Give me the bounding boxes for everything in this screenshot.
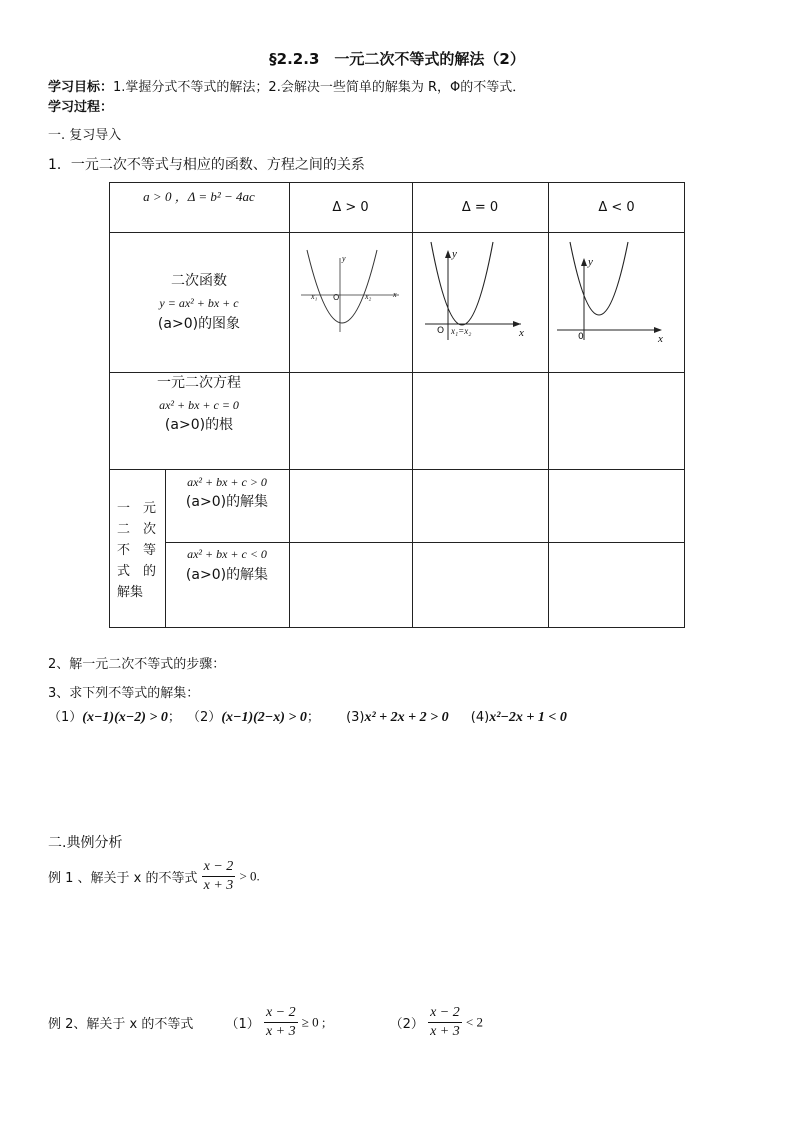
relation-table [109, 182, 685, 628]
header-delta-zero: Δ = 0 [461, 200, 499, 215]
item-2: 2、解一元二次不等式的步骤： [48, 657, 226, 672]
row-less-note: (a>0)的解集 [185, 567, 269, 583]
row-greater-formula: ax² + bx + c > 0 [187, 475, 267, 489]
row-equation-formula: ax² + bx + c = 0 [159, 398, 239, 412]
header-delta-positive: Δ > 0 [332, 200, 369, 215]
example-2b-fraction: $\frac{x - 2}{x + 3}$ [430, 1005, 460, 1039]
graph2-x-label: x [519, 327, 524, 339]
header-delta-negative: Δ < 0 [598, 200, 635, 215]
graph-delta-negative [557, 242, 662, 340]
learning-goal [48, 76, 525, 95]
item-1: 1．一元二次不等式与相应的函数、方程之间的关系 [48, 157, 365, 173]
graph1-x2-label: x₂ [365, 292, 372, 301]
example-2a-relation: ≥ 0 ; [301, 1014, 326, 1030]
process-label: 学习过程： [48, 100, 114, 115]
page-title: §2.2.3 一元二次不等式的解法（2） [269, 50, 525, 68]
example-1-label: 例 1 、解关于 x 的不等式 [48, 871, 198, 886]
row-equation-label: 一元二次方程 [157, 375, 241, 391]
inequality-group-label: 一 元 二 次 不 等 式 的 解集 [117, 501, 157, 600]
row-greater-note: (a>0)的解集 [185, 494, 269, 510]
header-condition: a > 0 ，Δ = b² − 4ac [143, 189, 255, 204]
row-less-formula: ax² + bx + c < 0 [187, 547, 267, 561]
example-2: 例 2、解关于 x 的不等式 （1） $\frac{x - 2}{x + 3}$ ≥ 0 ; （2） $\frac{x - 2}{x + 3}$ < 2 [48, 1005, 483, 1039]
example-2-label: 例 2、解关于 x 的不等式 [48, 1017, 194, 1032]
graph3-origin: 0 [578, 332, 584, 342]
problem-3: x² + 2x + 2 > 0 [364, 710, 449, 725]
problem-2-num: （2） [187, 710, 222, 725]
graph1-x1-label: x₁ [311, 292, 318, 301]
example-2b-relation: < 2 [465, 1014, 483, 1030]
problem-2: (x−1)(2−x) > 0 [221, 710, 307, 725]
example-1 [48, 858, 260, 898]
graph3-y-label: y [588, 256, 593, 268]
graph2-x12-label: x₁=x₂ [451, 326, 472, 336]
goal-text: 1.掌握分式不等式的解法；2.会解决一些简单的解集为 R，Φ的不等式． [113, 80, 526, 95]
example-1-relation: > 0. [239, 868, 260, 884]
problem-3-num: (3) [346, 710, 365, 725]
section-examples: 二.典例分析 [48, 835, 123, 851]
row-function-formula: y = ax² + bx + c [159, 296, 239, 310]
graph2-y-label: y [452, 248, 457, 260]
example-2a-fraction: $\frac{x - 2}{x + 3}$ [265, 1005, 296, 1039]
row-equation-note: (a>0)的根 [164, 417, 234, 433]
graph1-origin: O [333, 293, 340, 302]
graph-delta-positive [301, 250, 399, 332]
section-review: 一. 复习导入 [48, 128, 122, 143]
row-function-label: 二次函数 [171, 273, 227, 289]
item-3: 3、求下列不等式的解集： [48, 686, 200, 701]
problem-4: x²−2x + 1 < 0 [489, 710, 567, 725]
example-1-fraction: $\frac{x - 2}{x + 3}$ [203, 859, 234, 893]
graph2-origin: O [437, 326, 445, 336]
goal-label: 学习目标： [48, 80, 114, 95]
problem-1: (x−1)(x−2) > 0 [82, 710, 168, 725]
graph1-y-label: y [342, 254, 346, 263]
row-function-note: (a>0)的图象 [157, 316, 241, 332]
problem-list: （1）(x−1)(x−2) > 0； （2）(x−1)(2−x) > 0； (3)x² + 2x + 2 > 0 (4)x²−2x + 1 < 0 [48, 710, 567, 725]
problem-4-num: (4) [470, 710, 490, 725]
problem-1-num: （1） [48, 710, 83, 725]
graph1-x-label: x [393, 290, 397, 299]
graph3-x-label: x [658, 333, 663, 345]
